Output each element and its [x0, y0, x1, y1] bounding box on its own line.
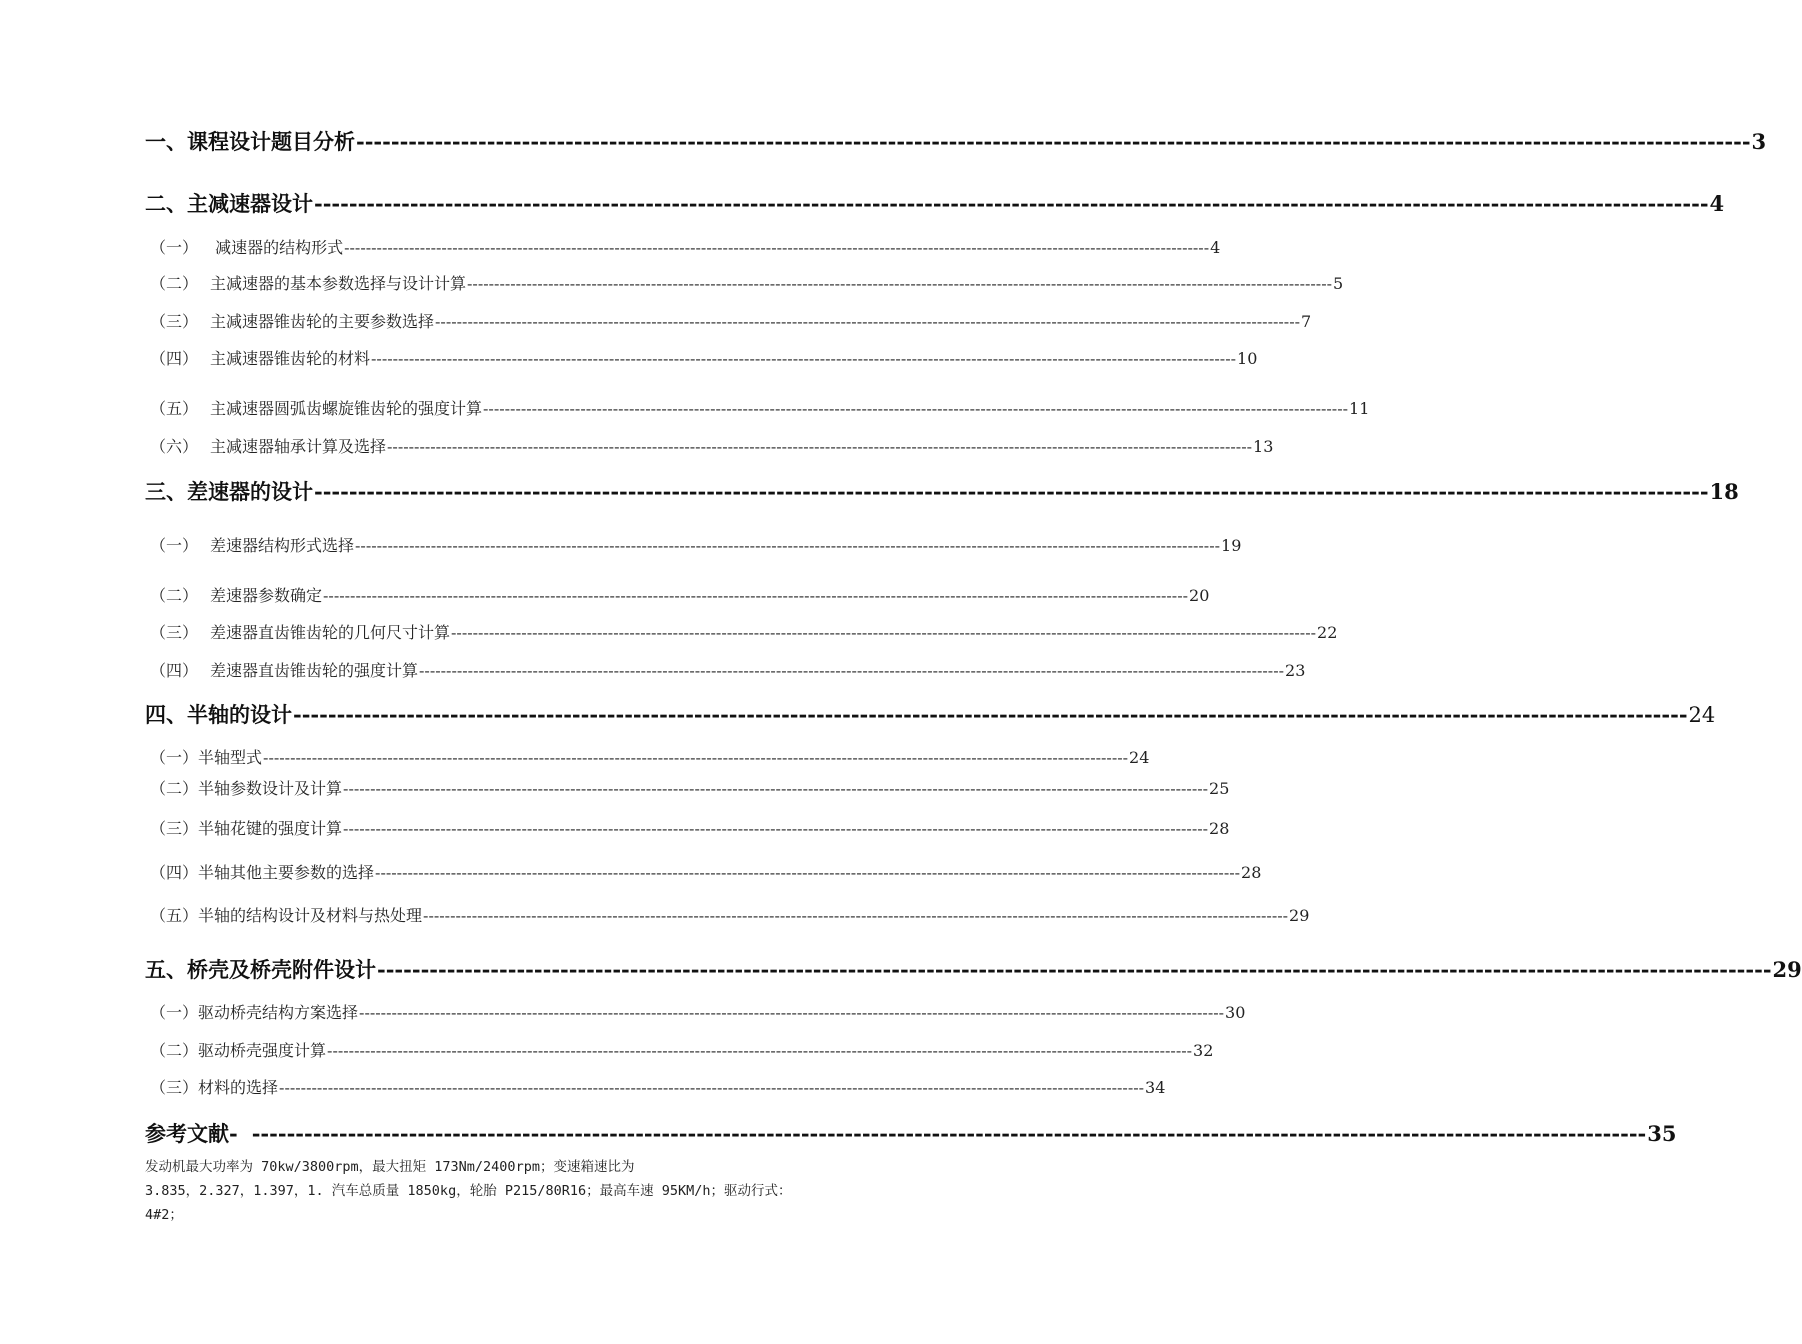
toc-section-2-2[interactable]: [145, 271, 1344, 293]
page-number: 30: [1225, 1003, 1246, 1022]
toc-section-4-5[interactable]: [145, 903, 1310, 925]
section-label: 差速器参数确定: [210, 586, 323, 605]
toc-section-2-3[interactable]: [145, 309, 1312, 331]
toc-section-2-5[interactable]: [145, 396, 1370, 418]
leader-dots: ----------------------------------------------------------------------------------------------------------------------------------------------------------------: [343, 819, 1209, 838]
section-label: 材料的选择: [198, 1078, 279, 1097]
section-number: （三）: [150, 623, 199, 642]
page-number: 25: [1209, 779, 1230, 798]
leader-dots: ----------------------------------------------------------------------------------------------------------------------------------------------------------------: [359, 1003, 1225, 1022]
section-title: [145, 271, 466, 294]
toc-references[interactable]: [145, 1118, 1677, 1148]
toc-section-4-4[interactable]: [145, 860, 1262, 882]
leader-dots: ----------------------------------------------------------------------------------------------------------------------------------------------------------------: [344, 238, 1210, 257]
toc-section-2-4[interactable]: [145, 346, 1258, 368]
section-label: 驱动桥壳结构方案选择: [198, 1003, 359, 1022]
section-label: 半轴的结构设计及材料与热处理: [198, 906, 423, 925]
page-number: 7: [1301, 312, 1312, 331]
toc-section-5-1[interactable]: [145, 1000, 1246, 1022]
section-label: 半轴型式: [198, 748, 263, 767]
leader-dots: ----------------------------------------------------------------------------------------------------------------------------------------------------------------: [483, 399, 1349, 418]
section-label: 主减速器轴承计算及选择: [210, 437, 387, 456]
page-number: 28: [1241, 863, 1262, 882]
section-number: （二）: [150, 586, 199, 605]
section-title: [145, 816, 342, 839]
page-number: 23: [1285, 661, 1306, 680]
note-line-1: 发动机最大功率为 70kw/3800rpm，最大扭矩 173Nm/2400rpm；变速箱速比为: [145, 1159, 635, 1175]
section-label: 主减速器锥齿轮的主要参数选择: [210, 312, 435, 331]
toc-chapter-5[interactable]: [145, 954, 1802, 984]
toc-section-3-2[interactable]: [145, 583, 1210, 605]
section-title: [145, 1038, 326, 1061]
page-number: 29: [1772, 957, 1802, 982]
section-title: [145, 396, 482, 419]
section-label: 差速器直齿锥齿轮的几何尺寸计算: [210, 623, 451, 642]
section-label: 驱动桥壳强度计算: [198, 1041, 327, 1060]
chapter-title: 五、桥壳及桥壳附件设计: [145, 957, 376, 982]
section-title: [145, 1075, 278, 1098]
toc-chapter-3[interactable]: [145, 476, 1739, 506]
leader-dots: ----------------------------------------------------------------------------------------------------------------------------------------------------------------: [387, 437, 1253, 456]
toc-chapter-1[interactable]: [145, 126, 1767, 156]
section-title: [145, 346, 370, 369]
page-number: 3: [1751, 129, 1767, 154]
leader-dots: ----------------------------------------------------------------------------------------------------------------------------------------------------------------: [263, 748, 1129, 767]
toc-section-2-1[interactable]: [145, 235, 1221, 257]
section-title: [145, 658, 418, 681]
page-number: 20: [1189, 586, 1210, 605]
design-parameters-note: [145, 1155, 810, 1227]
section-number: （二）: [150, 779, 199, 798]
toc-chapter-2[interactable]: [145, 188, 1725, 218]
leader-dots: ----------------------------------------------------------------------------------------------------------------------------------------------------------------: [375, 863, 1241, 882]
leader-dots: ----------------------------------------------------------------------------------------------------------------------------------------------------------------: [451, 623, 1317, 642]
section-number: （一）: [150, 536, 199, 555]
section-title: [145, 583, 322, 606]
section-number: （三）: [150, 312, 199, 331]
section-number: （一）: [150, 238, 199, 257]
section-title: [145, 1000, 358, 1023]
leader-dots: ----------------------------------------------------------------------------------------------------------------------------------------------------------------: [467, 274, 1333, 293]
chapter-title: 二、主减速器设计: [145, 191, 313, 216]
leader-dots: ----------------------------------------------------------------------------------------------------------------------------------------------------------------: [251, 1121, 1647, 1146]
chapter-title: 一、课程设计题目分析: [145, 129, 355, 154]
note-line-3: 4#2；: [145, 1207, 183, 1223]
page-number: 29: [1289, 906, 1310, 925]
chapter-title: 四、半轴的设计: [145, 702, 292, 727]
section-number: （一）: [150, 748, 199, 767]
page-number: 24: [1129, 748, 1150, 767]
toc-section-4-3[interactable]: [145, 816, 1230, 838]
leader-dots: ----------------------------------------------------------------------------------------------------------------------------------------------------------------: [419, 661, 1285, 680]
section-number: （四）: [150, 349, 199, 368]
section-number: （三）: [150, 819, 199, 838]
note-line-2: 3.835，2.327，1.397，1. 汽车总质量 1850kg，轮胎 P215/80R16；最高车速 95KM/h；驱动行式：: [145, 1183, 792, 1199]
leader-dots: ----------------------------------------------------------------------------------------------------------------------------------------------------------------: [423, 906, 1289, 925]
page-number: 11: [1349, 399, 1370, 418]
section-title: [145, 309, 434, 332]
leader-dots: ----------------------------------------------------------------------------------------------------------------------------------------------------------------: [355, 536, 1221, 555]
toc-section-2-6[interactable]: [145, 434, 1274, 456]
section-title: [145, 903, 422, 926]
page-number: 28: [1209, 819, 1230, 838]
leader-dots: ----------------------------------------------------------------------------------------------------------------------------------------------------------------: [435, 312, 1301, 331]
leader-dots: ----------------------------------------------------------------------------------------------------------------------------------------------------------------: [279, 1078, 1145, 1097]
section-number: （三）: [150, 1078, 199, 1097]
page-number: 22: [1317, 623, 1338, 642]
page-number: 32: [1193, 1041, 1214, 1060]
toc-section-3-1[interactable]: [145, 533, 1242, 555]
page-number: 13: [1253, 437, 1274, 456]
references-title: 参考文献-: [145, 1121, 238, 1146]
leader-dots: ----------------------------------------------------------------------------------------------------------------------------------------------------------------: [371, 349, 1237, 368]
leader-dots: ----------------------------------------------------------------------------------------------------------------------------------------------------------------: [314, 191, 1709, 216]
leader-dots: ----------------------------------------------------------------------------------------------------------------------------------------------------------------: [356, 129, 1751, 154]
section-title: [145, 620, 450, 643]
section-label: 减速器的结构形式: [210, 238, 344, 257]
section-title: [145, 860, 374, 883]
page-number: 18: [1709, 479, 1739, 504]
leader-dots: ----------------------------------------------------------------------------------------------------------------------------------------------------------------: [327, 1041, 1193, 1060]
page-number: 19: [1221, 536, 1242, 555]
section-title: [145, 776, 342, 799]
section-label: 半轴花键的强度计算: [198, 819, 343, 838]
section-number: （六）: [150, 437, 199, 456]
section-label: 半轴参数设计及计算: [198, 779, 343, 798]
section-label: 差速器结构形式选择: [210, 536, 355, 555]
toc-section-3-3[interactable]: [145, 620, 1338, 642]
section-label: 差速器直齿锥齿轮的强度计算: [210, 661, 419, 680]
page-number: 5: [1333, 274, 1344, 293]
leader-dots: ----------------------------------------------------------------------------------------------------------------------------------------------------------------: [323, 586, 1189, 605]
page-number: 10: [1237, 349, 1258, 368]
page-number: 35: [1647, 1121, 1677, 1146]
leader-dots: ----------------------------------------------------------------------------------------------------------------------------------------------------------------: [343, 779, 1209, 798]
leader-dots: ----------------------------------------------------------------------------------------------------------------------------------------------------------------: [377, 957, 1772, 982]
page-number: 4: [1709, 191, 1725, 216]
section-label: 主减速器圆弧齿螺旋锥齿轮的强度计算: [210, 399, 483, 418]
toc-section-3-4[interactable]: [145, 658, 1306, 680]
toc-section-5-2[interactable]: [145, 1038, 1214, 1060]
section-number: （一）: [150, 1003, 199, 1022]
section-title: [145, 533, 354, 556]
toc-chapter-4[interactable]: [145, 699, 1716, 729]
section-label: 主减速器锥齿轮的材料: [210, 349, 371, 368]
chapter-title: 三、差速器的设计: [145, 479, 313, 504]
section-number: （四）: [150, 863, 199, 882]
leader-dots: ----------------------------------------------------------------------------------------------------------------------------------------------------------------: [314, 479, 1709, 504]
section-number: （四）: [150, 661, 199, 680]
section-number: （二）: [150, 274, 199, 293]
section-number: （五）: [150, 906, 199, 925]
leader-dots: ----------------------------------------------------------------------------------------------------------------------------------------------------------------: [293, 702, 1688, 727]
toc-section-5-3[interactable]: [145, 1075, 1166, 1097]
section-label: 半轴其他主要参数的选择: [198, 863, 375, 882]
toc-section-4-2[interactable]: [145, 776, 1230, 798]
section-label: 主减速器的基本参数选择与设计计算: [210, 274, 467, 293]
page-number: 34: [1145, 1078, 1166, 1097]
toc-section-4-1[interactable]: [145, 745, 1150, 767]
page-number: 4: [1210, 238, 1221, 257]
section-title: [145, 434, 386, 457]
page-number: 24: [1688, 703, 1716, 727]
section-number: （二）: [150, 1041, 199, 1060]
section-number: （五）: [150, 399, 199, 418]
section-title: [145, 745, 262, 768]
section-title: [145, 235, 343, 258]
